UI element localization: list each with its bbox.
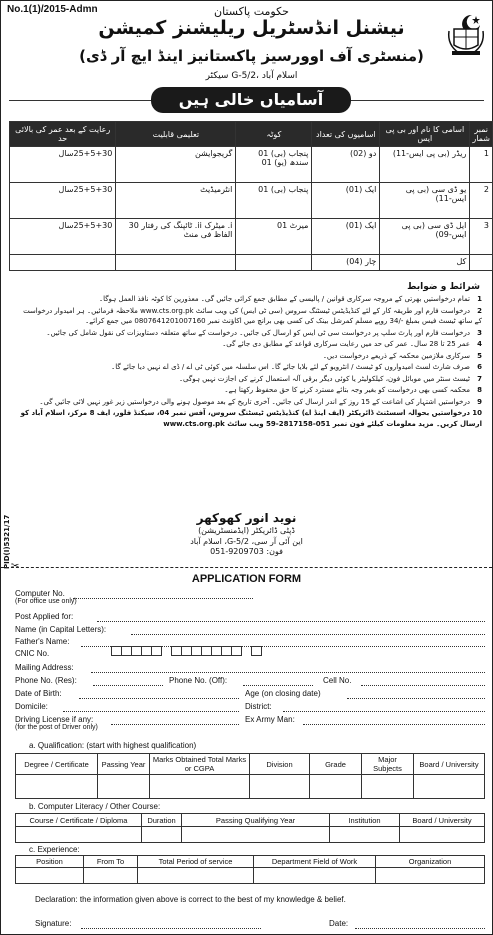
rule-item: [15, 351, 482, 362]
domicile-label: Domicile:: [15, 702, 48, 711]
age-cell: 25+5+30سال: [10, 219, 116, 255]
domicile-field[interactable]: [63, 711, 239, 712]
qualification-cell: انٹرمیڈیٹ: [116, 183, 236, 219]
name-field[interactable]: [131, 634, 485, 635]
ex-army-label: Ex Army Man:: [245, 715, 295, 724]
table-header-row: [10, 122, 493, 147]
vacancy-table: [9, 121, 493, 271]
name-label: Name (in Capital Letters):: [15, 625, 107, 634]
rule-number: 3: [477, 328, 482, 337]
post-applied-field[interactable]: [97, 621, 485, 622]
qual-entry-row[interactable]: [16, 775, 485, 799]
qualification-heading: a. Qualification: (start with highest qualification): [29, 741, 197, 750]
organization-name: نیشنل انڈسٹریل ریلیشنز کمیشن: [98, 17, 405, 39]
declaration-text: Declaration: the information given above is correct to the best of my knowledge & belief.: [35, 895, 346, 904]
reference-number: No.1(1)/2015-Admn: [7, 4, 98, 15]
rule-text: محکمہ کسی بھی درخواست کو بغیر وجہ بتائے مسترد کرنے کا حق محفوظ رکھتا ہے۔: [224, 386, 470, 394]
district-label: District:: [245, 702, 272, 711]
col-serial: نمبر شمار: [470, 122, 493, 147]
phone-res-field[interactable]: [93, 685, 163, 686]
col-qualification: تعلیمی قابلیت: [116, 122, 236, 147]
comp-col-year: Passing Qualifying Year: [182, 814, 330, 827]
experience-heading: c. Experience:: [29, 845, 80, 854]
exp-entry-row[interactable]: [16, 868, 485, 884]
age-label: Age (on closing date): [245, 689, 321, 698]
rule-item: [15, 385, 482, 396]
age-field[interactable]: [347, 698, 485, 699]
comp-col-institution: Institution: [330, 814, 400, 827]
rule-text: درخواست فارم اور پارٹ سلپ پر درخواست سی ٹی ایس کو ارسال کی جائیں۔ درخواست کے ساتھ متعلقہ دستاویزات کی نقول شامل کی جائیں۔: [46, 328, 470, 337]
cell-field[interactable]: [361, 685, 485, 686]
driving-license-field[interactable]: [111, 724, 239, 725]
table-row: [10, 219, 493, 255]
empty-cell: [116, 255, 236, 271]
rule-item: [15, 374, 482, 385]
dob-field[interactable]: [79, 698, 239, 699]
rule-text: تمام درخواستیں بھرتی کے مروجہ سرکاری قوانین / پالیسی کے مطابق جمع کرائی جائیں گی۔ معذورین کا کوٹہ نافذ العمل ہوگا۔: [98, 295, 470, 303]
computer-no-label: [15, 589, 77, 605]
post-applied-label: Post Applied for:: [15, 612, 74, 621]
quota-cell: [236, 147, 312, 183]
date-field[interactable]: [355, 928, 485, 929]
signatory-title: ڈپٹی ڈائریکٹر (ایڈمنسٹریشن): [198, 526, 295, 535]
col-quota: کوٹہ: [236, 122, 312, 147]
empty-cell: [470, 255, 493, 271]
father-name-label: Father's Name:: [15, 637, 70, 646]
signatory-name: نوید انور کھوکھر: [196, 511, 297, 525]
signatory-phone: 051-9209703 :فون: [210, 547, 283, 556]
computer-literacy-heading: b. Computer Literacy / Other Course:: [29, 802, 161, 811]
empty-cell: [236, 255, 312, 271]
comp-col-duration: Duration: [142, 814, 182, 827]
cnic-field[interactable]: [111, 646, 261, 656]
cut-line: [1, 567, 492, 568]
quota-line: سندھ (یو) 01: [261, 158, 309, 167]
government-label: حکومت پاکستان: [214, 5, 289, 18]
empty-cell: [10, 255, 116, 271]
rule-number: 4: [477, 340, 482, 348]
organization-address: سیکٹر G-5/2، اسلام آباد: [205, 71, 298, 81]
serial-cell: 1: [470, 147, 493, 183]
quota-cell: [236, 183, 312, 219]
age-cell: 25+5+30سال: [10, 183, 116, 219]
qual-col-board: Board / University: [414, 754, 485, 775]
exp-col-position: Position: [16, 856, 84, 868]
post-cell: ریڈر (بی پی ایس-11): [380, 147, 470, 183]
age-cell: 25+5+30سال: [10, 147, 116, 183]
qualification-cell: گریجوایشن: [116, 147, 236, 183]
office-use-note: (For office use only): [15, 598, 77, 605]
signatory-address: این آئی آر سی، G-5/2، اسلام آباد: [190, 537, 303, 546]
computer-no-text: Computer No.: [15, 589, 65, 598]
qual-col-year: Passing Year: [98, 754, 150, 775]
col-age: رعایت کے بعد عمر کی بالائی حد: [10, 122, 116, 147]
qual-col-degree: Degree / Certificate: [16, 754, 98, 775]
vacancies-banner: آسامیاں خالی ہیں: [151, 87, 351, 113]
table-row: [10, 147, 493, 183]
rule-number: 8: [477, 386, 482, 394]
rule-item: [15, 339, 482, 350]
rule-item: [15, 328, 482, 339]
total-label: کل: [380, 255, 470, 271]
phone-res-label: Phone No. (Res):: [15, 676, 77, 685]
rule-number: 7: [477, 374, 482, 383]
form-title: APPLICATION FORM: [191, 573, 302, 585]
serial-cell: 3: [470, 219, 493, 255]
rule-text: درخواستیں اشتہار کی اشاعت کے 15 روز کے اندر ارسال کی جائیں۔ آخری تاریخ کے بعد موصول ہونے والی درخواستیں زیر غور نہیں لائی جائیں گی۔: [39, 397, 470, 406]
rule-item: [15, 306, 482, 327]
computer-no-field[interactable]: [73, 598, 253, 599]
table-row: [10, 183, 493, 219]
signature-field[interactable]: [81, 928, 261, 929]
mailing-address-field[interactable]: [91, 672, 485, 673]
dob-label: Date of Birth:: [15, 689, 62, 698]
rule-text: درخواست فارم اور طریقہ کار کے لئے کنڈیڈیٹس ٹیسٹنگ سروس (سی ٹی ایس) کی ویب سائٹ www.cts.org.pk ملاحظہ فرمائیں۔ ہر امیدوار درخواست کے ساتھ ٹیسٹ فیس بمبلغ -/34 روپے مسلم کمرشل بینک کی کسی بھی برانچ میں اکاؤنٹ نمبر 0807641201007160 میں جمع کرائے۔: [23, 306, 482, 325]
quota-line: پنجاب (بی) 01: [258, 185, 309, 194]
comp-col-course: Course / Certificate / Diploma: [16, 814, 142, 827]
rule-number: 1: [477, 295, 482, 303]
driving-license-note: (for the post of Driver only): [15, 724, 98, 731]
qualification-cell: i. میٹرک ii. ٹائپنگ کی رفتار 30 الفاظ فی منٹ: [116, 219, 236, 255]
exp-col-period: Total Period of service: [138, 856, 254, 868]
rule-item: [15, 408, 482, 429]
qual-col-grade: Grade: [310, 754, 362, 775]
rule-number: 10: [472, 409, 482, 417]
qual-col-subjects: Major Subjects: [362, 754, 414, 775]
date-label: Date:: [329, 919, 349, 928]
rule-number: 9: [477, 397, 482, 406]
qual-col-marks: Marks Obtained Total Marks or CGPA: [150, 754, 250, 775]
computer-literacy-table: [15, 813, 485, 843]
exp-col-department: Department Field of Work: [254, 856, 376, 868]
driving-license-label: [15, 715, 98, 731]
post-cell: ایل ڈی سی (بی پی ایس-09): [380, 219, 470, 255]
mailing-address-label: Mailing Address:: [15, 663, 74, 672]
count-cell: دو (02): [312, 147, 380, 183]
rules-title: شرائط و ضوابط: [407, 282, 480, 292]
col-post: اسامی کا نام اور بی پی ایس: [380, 122, 470, 147]
cell-label: Cell No.: [323, 676, 352, 685]
qual-col-division: Division: [250, 754, 310, 775]
comp-col-board: Board / University: [400, 814, 485, 827]
ex-army-field[interactable]: [303, 724, 485, 725]
quota-cell: [236, 219, 312, 255]
signature-label: Signature:: [35, 919, 72, 928]
signatory-block: [151, 511, 342, 556]
col-count: اسامیوں کی تعداد: [312, 122, 380, 147]
ministry-name: (منسٹری آف اوورسیز پاکستانیز اینڈ ایچ آر ڈی): [79, 47, 424, 65]
total-row: [10, 255, 493, 271]
rules-list: [15, 294, 482, 430]
exp-col-organization: Organization: [376, 856, 485, 868]
cnic-label: CNIC No.: [15, 649, 50, 658]
qualification-table: [15, 753, 485, 799]
comp-entry-row[interactable]: [16, 827, 485, 843]
quota-line: پنجاب (بی) 01: [258, 149, 309, 158]
government-emblem-icon: [446, 13, 486, 57]
experience-table: [15, 855, 485, 884]
exp-col-from-to: From To: [84, 856, 138, 868]
rule-text: ٹیسٹ سنٹر میں موبائل فون، کیلکولیٹر یا کوئی دیگر برقی آلہ استعمال کرنے کی اجازت نہیں ہوگی۔: [178, 374, 470, 383]
rule-text: عمر 25 تا 28 سال۔ عمر کی حد میں رعایت سرکاری قواعد کے مطابق دی جائے گی۔: [222, 340, 470, 348]
rule-text: صرف شارٹ لسٹ امیدواروں کو ٹیسٹ / انٹرویو کے لئے بلایا جائے گا۔ اس سلسلہ میں کوئی ٹی اے / ڈی اے نہیں دیا جائے گا۔: [111, 363, 470, 371]
rule-number: 5: [477, 351, 482, 360]
serial-cell: 2: [470, 183, 493, 219]
phone-off-field[interactable]: [243, 685, 313, 686]
rule-text: درخواستیں بحوالہ اسسٹنٹ ڈائریکٹر (ایف اینڈ اے) کنڈیڈیٹس ٹیسٹنگ سروس، آفس نمبر 04، سیکنڈ فلور، ایف 8 مرکز، اسلام آباد کو ارسال کریں۔ مزید معلومات کیلئے فون نمبر 051-2817158-59 ویب سائٹ www.cts.org.pk: [20, 409, 482, 428]
driving-license-text: Driving License if any:: [15, 715, 94, 724]
count-cell: ایک (01): [312, 183, 380, 219]
rule-item: [15, 362, 482, 373]
rule-item: [15, 397, 482, 408]
phone-off-label: Phone No. (Off):: [169, 676, 228, 685]
quota-line: میرٹ 01: [276, 221, 309, 230]
rule-text: سرکاری ملازمین محکمہ کے ذریعے درخواست دیں۔: [322, 351, 470, 360]
rule-number: 2: [477, 306, 482, 315]
rule-item: [15, 294, 482, 305]
post-cell: یو ڈی سی (بی پی ایس-11): [380, 183, 470, 219]
district-field[interactable]: [283, 711, 485, 712]
scissors-icon: ✂: [11, 561, 20, 572]
rule-number: 6: [477, 363, 482, 371]
total-value: چار (04): [312, 255, 380, 271]
pid-number: PID(I)5321/17: [3, 514, 11, 569]
count-cell: ایک (01): [312, 219, 380, 255]
